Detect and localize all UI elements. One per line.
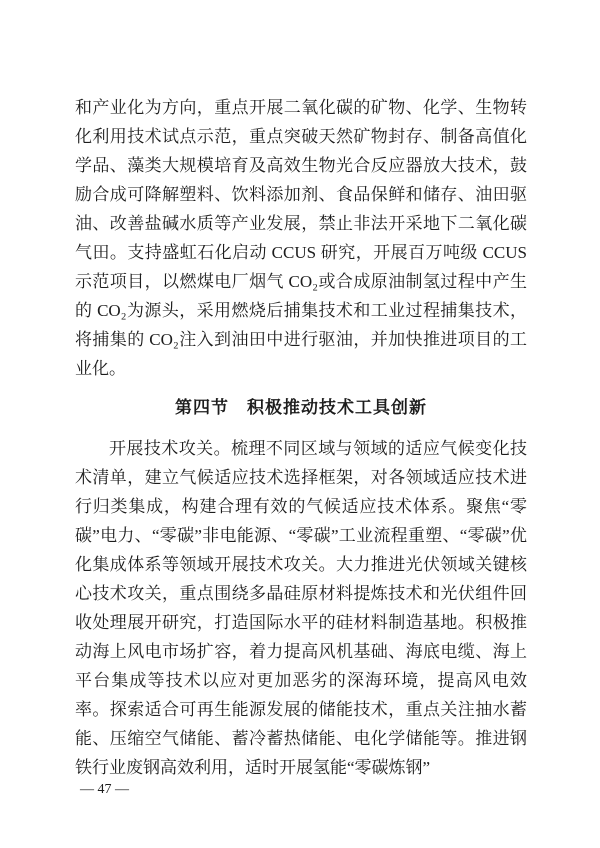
body-paragraph: 开展技术攻关。梳理不同区域与领域的适应气候变化技术清单，建立气候适应技术选择框架，对各领域适应技术进行归类集成，构建合理有效的气候适应技术体系。聚焦“零碳”电力、“零碳”非电能源、“零碳”工业流程重塑、“零碳”优化集成体系等领域开展技术攻关。大力推进光伏领域关键核心技术攻关，重点围绕多晶硅原材料提炼技术和光伏组件回收处理展开研究，打造国际水平的硅材料制造基地。积极推动海上风电市场扩容，着力提高风机基础、海底电缆、海上平台集成等技术以应对更加恶劣的深海环境，提高风电效率。探索适合可再生能源发展的储能技术，重点关注抽水蓄能、压缩空气储能、蓄冷蓄热储能、电化学储能等。推进钢铁行业废钢高效利用，适时开展氢能“零碳炼钢” xyxy=(75,439,527,777)
section-heading: 第四节 积极推动技术工具创新 xyxy=(175,398,427,417)
page-content xyxy=(75,93,527,782)
page-number: — 47 — xyxy=(80,782,129,797)
body-paragraph-continuation: 和产业化为方向，重点开展二氧化碳的矿物、化学、生物转化利用技术试点示范，重点突破天然矿物封存、制备高值化学品、藻类大规模培育及高效生物光合反应器放大技术，鼓励合成可降解塑料、饮料添加剂、食品保鲜和储存、油田驱油、改善盐碱水质等产业发展，禁止非法开采地下二氧化碳气田。支持盛虹石化启动 CCUS 研究，开展百万吨级 CCUS 示范项目，以燃煤电厂烟气 CO₂或合成原油制氢过程中产生的 CO₂为源头，采用燃烧后捕集技术和工业过程捕集技术，将捕集的 CO₂注入到油田中进行驱油，并加快推进项目的工业化。 xyxy=(75,98,527,378)
